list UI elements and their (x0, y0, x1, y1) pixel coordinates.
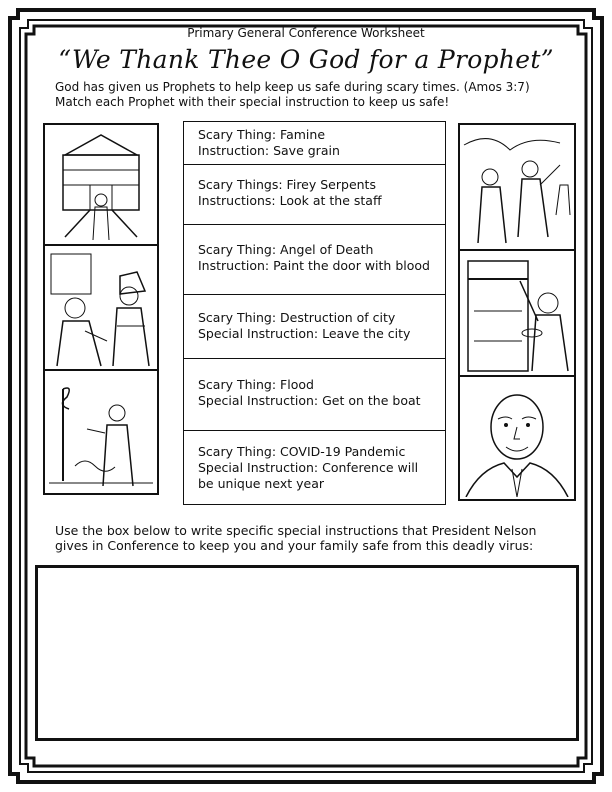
scary-thing-label: Scary Thing: Famine (198, 127, 326, 142)
instruction-box-angel-of-death (184, 225, 445, 295)
instruction-box-covid (184, 431, 445, 504)
instruction-box-serpents (184, 165, 445, 225)
joseph-pharaoh-icon (45, 246, 157, 371)
instruction-label: Instruction: Save grain (198, 143, 340, 158)
scary-thing-label: Scary Thing: Flood (198, 377, 314, 392)
instruction-box-destruction (184, 295, 445, 359)
worksheet-title: “We Thank Thee O God for a Prophet” (58, 45, 554, 74)
answer-writing-box[interactable] (35, 565, 579, 741)
instruction-label: Instruction: Paint the door with blood (198, 258, 430, 273)
instruction-box-flood (184, 359, 445, 431)
right-picture-column (458, 123, 576, 501)
closing-text-line-1: Use the box below to write specific special instructions that President Nelson (55, 523, 537, 538)
instruction-box-famine (184, 122, 445, 165)
lot-leaving-city-icon (460, 125, 574, 251)
closing-text-line-2: gives in Conference to keep you and your family safe from this deadly virus: (55, 538, 534, 553)
moses-staff-serpent-icon (45, 371, 157, 491)
instructions-column (183, 121, 446, 505)
intro-text-line-1: God has given us Prophets to help keep us safe during scary times. (Amos 3:7) (55, 80, 530, 94)
instruction-label-continued: be unique next year (198, 476, 324, 491)
instruction-label: Special Instruction: Conference will (198, 460, 419, 475)
scary-thing-label: Scary Things: Firey Serpents (198, 177, 376, 192)
instruction-label: Special Instruction: Get on the boat (198, 393, 421, 408)
scary-thing-label: Scary Thing: Destruction of city (198, 310, 396, 325)
painting-door-blood-icon (460, 251, 574, 377)
instruction-label: Instructions: Look at the staff (198, 193, 382, 208)
scary-thing-label: Scary Thing: Angel of Death (198, 242, 374, 257)
instruction-label: Special Instruction: Leave the city (198, 326, 411, 341)
intro-text-line-2: Match each Prophet with their special instruction to keep us safe! (55, 95, 450, 109)
worksheet-subtitle: Primary General Conference Worksheet (187, 26, 425, 40)
noah-ark-icon (45, 125, 157, 246)
scary-thing-label: Scary Thing: COVID-19 Pandemic (198, 444, 406, 459)
president-nelson-portrait-icon (460, 377, 574, 497)
left-picture-column (43, 123, 159, 495)
